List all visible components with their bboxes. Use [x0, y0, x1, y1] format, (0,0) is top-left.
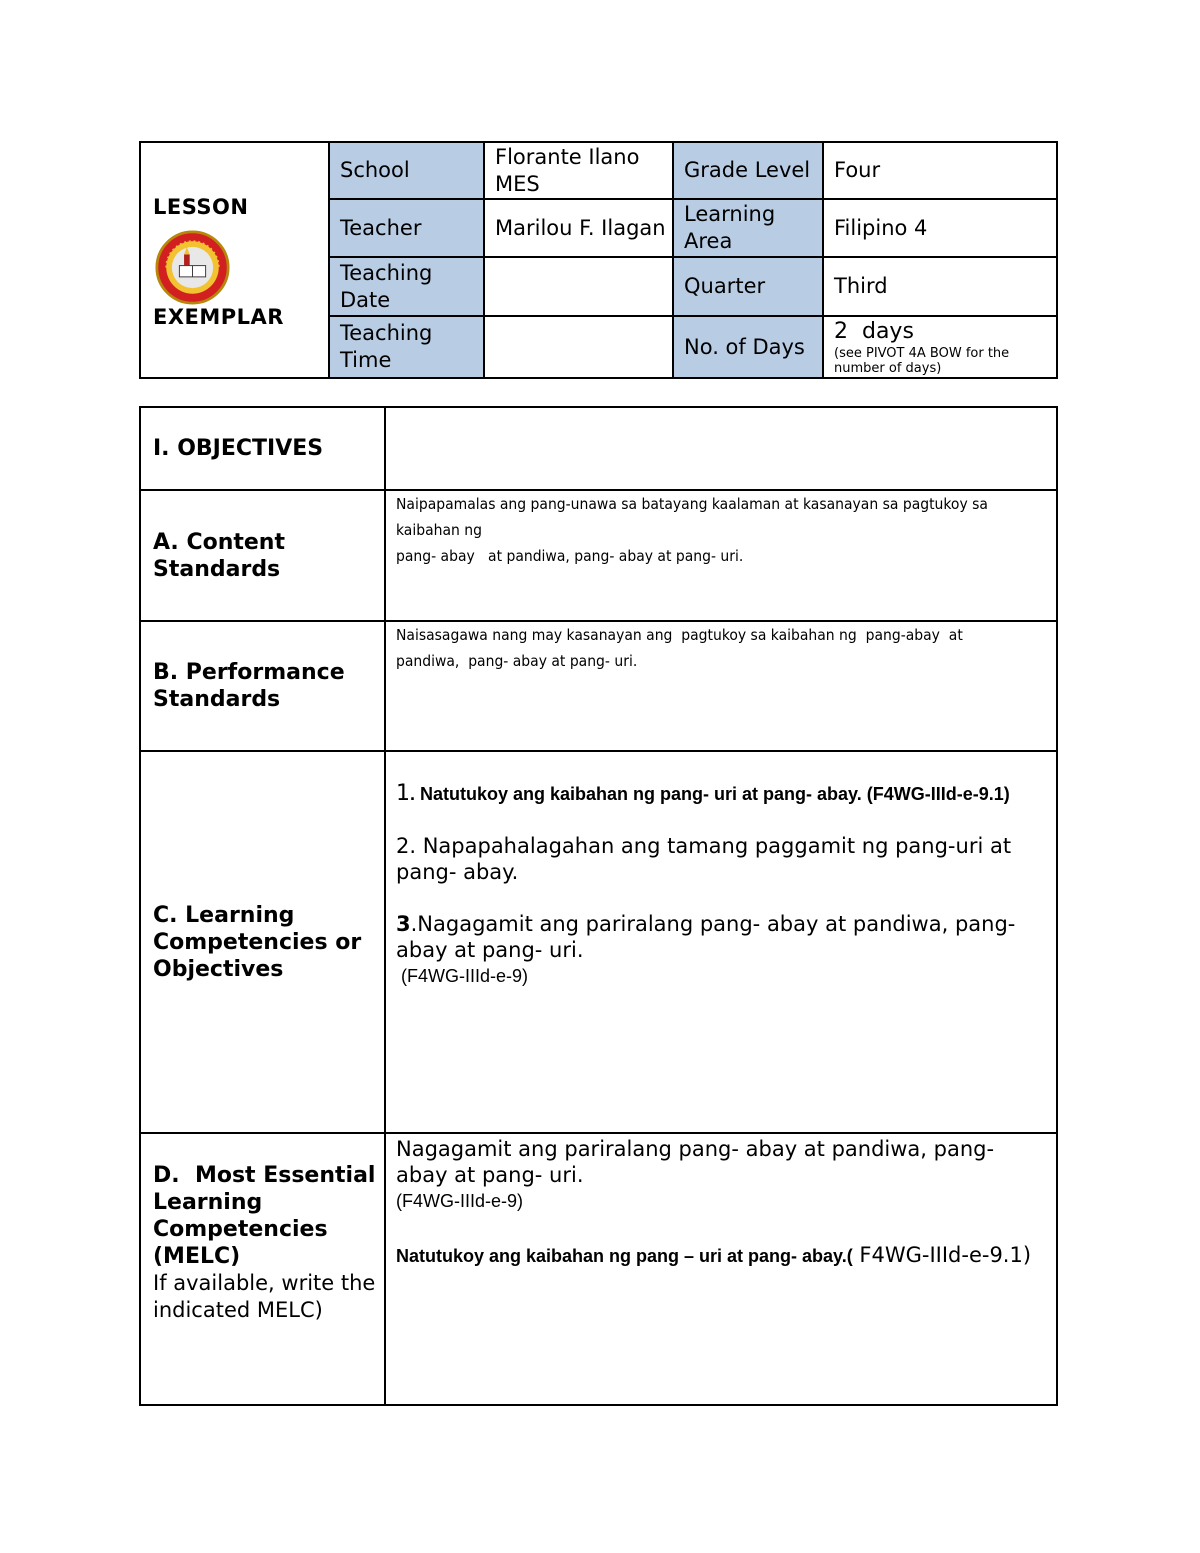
objectives-heading: I. OBJECTIVES — [153, 436, 324, 461]
days-label: No. of Days — [674, 317, 824, 377]
competency-1-number: 1 — [396, 781, 410, 806]
performance-standards-row — [141, 622, 1056, 752]
teacher-value: Marilou F. Ilagan — [485, 200, 674, 258]
learning-competencies-label: C. Learning Competencies or Objectives — [153, 902, 362, 982]
competency-3 — [396, 911, 1046, 963]
performance-standards-line: Naisasagawa nang may kasanayan ang pagtukoy sa kaibahan ng pang-abay at — [396, 626, 963, 644]
teacher-label: Teacher — [330, 200, 485, 258]
melc-label — [153, 1162, 384, 1324]
competency-2: 2. Napapahalagahan ang tamang paggamit ng pang-uri at pang- abay. — [396, 834, 1012, 884]
days-value: 2 days — [834, 319, 914, 344]
teaching-time-value — [485, 317, 674, 377]
melc-row — [141, 1134, 1056, 1404]
content-standards-line: pang- abay at pandiwa, pang- abay at pang- uri. — [396, 547, 744, 565]
competency-3-code: (F4WG-IIId-e-9) — [401, 966, 529, 986]
days-note: (see PIVOT 4A BOW for the number of days) — [834, 346, 1010, 376]
days-cell — [824, 317, 1056, 377]
performance-standards-text — [386, 622, 1056, 750]
lesson-exemplar-cell — [141, 143, 330, 377]
teaching-date-label: Teaching Date — [330, 258, 485, 317]
school-label: School — [330, 143, 485, 200]
melc-label-title: D. Most Essential Learning Competencies (MELC) — [153, 1163, 384, 1269]
lesson-header-table — [139, 141, 1058, 379]
melc-1-code: (F4WG-IIId-e-9) — [396, 1191, 524, 1211]
exemplar-title: EXEMPLAR — [153, 305, 284, 329]
learning-area-label: Learning Area — [674, 200, 824, 258]
learning-competencies-row — [141, 752, 1056, 1134]
melc-1-text: Nagagamit ang pariralang pang- abay at pandiwa, pang- abay at pang- uri. — [396, 1137, 995, 1187]
learning-area-value: Filipino 4 — [824, 200, 1056, 258]
grade-level-value: Four — [824, 143, 1056, 200]
quarter-label: Quarter — [674, 258, 824, 317]
quarter-value: Third — [824, 258, 1056, 317]
teaching-time-label: Teaching Time — [330, 317, 485, 377]
objectives-row — [141, 408, 1056, 491]
school-seal-icon — [155, 230, 230, 305]
competency-1-text: . Natutukoy ang kaibahan ng pang- uri at pang- abay. (F4WG-IIId-e-9.1) — [410, 784, 1010, 804]
melc-2-code: F4WG-IIId-e-9.1) — [852, 1243, 1032, 1267]
melc-2 — [396, 1242, 1046, 1269]
teaching-date-value — [485, 258, 674, 317]
content-standards-line: Naipapamalas ang pang-unawa sa batayang kaalaman at kasanayan sa pagtukoy sa kaibahan ng — [396, 495, 988, 539]
grade-level-label: Grade Level — [674, 143, 824, 200]
melc-label-note: If available, write the indicated MELC) — [153, 1271, 376, 1322]
competency-3-number: 3 — [396, 912, 411, 936]
competency-3-text: .Nagagamit ang pariralang pang- abay at pandiwa, pang- abay at pang- uri. — [396, 912, 1016, 962]
performance-standards-line: pandiwa, pang- abay at pang- uri. — [396, 652, 638, 670]
competency-1 — [396, 780, 1046, 807]
performance-standards-label: B. Performance Standards — [153, 660, 345, 712]
content-standards-label: A. Content Standards — [153, 529, 285, 582]
objectives-table — [139, 406, 1058, 1406]
melc-text — [386, 1134, 1056, 1404]
content-standards-row — [141, 491, 1056, 622]
lesson-title: LESSON — [153, 195, 249, 219]
learning-competencies-text — [386, 752, 1056, 1132]
school-value: Florante Ilano MES — [485, 143, 674, 200]
melc-2-text: Natutukoy ang kaibahan ng pang – uri at pang- abay.( — [396, 1246, 853, 1266]
content-standards-text — [386, 491, 1056, 620]
